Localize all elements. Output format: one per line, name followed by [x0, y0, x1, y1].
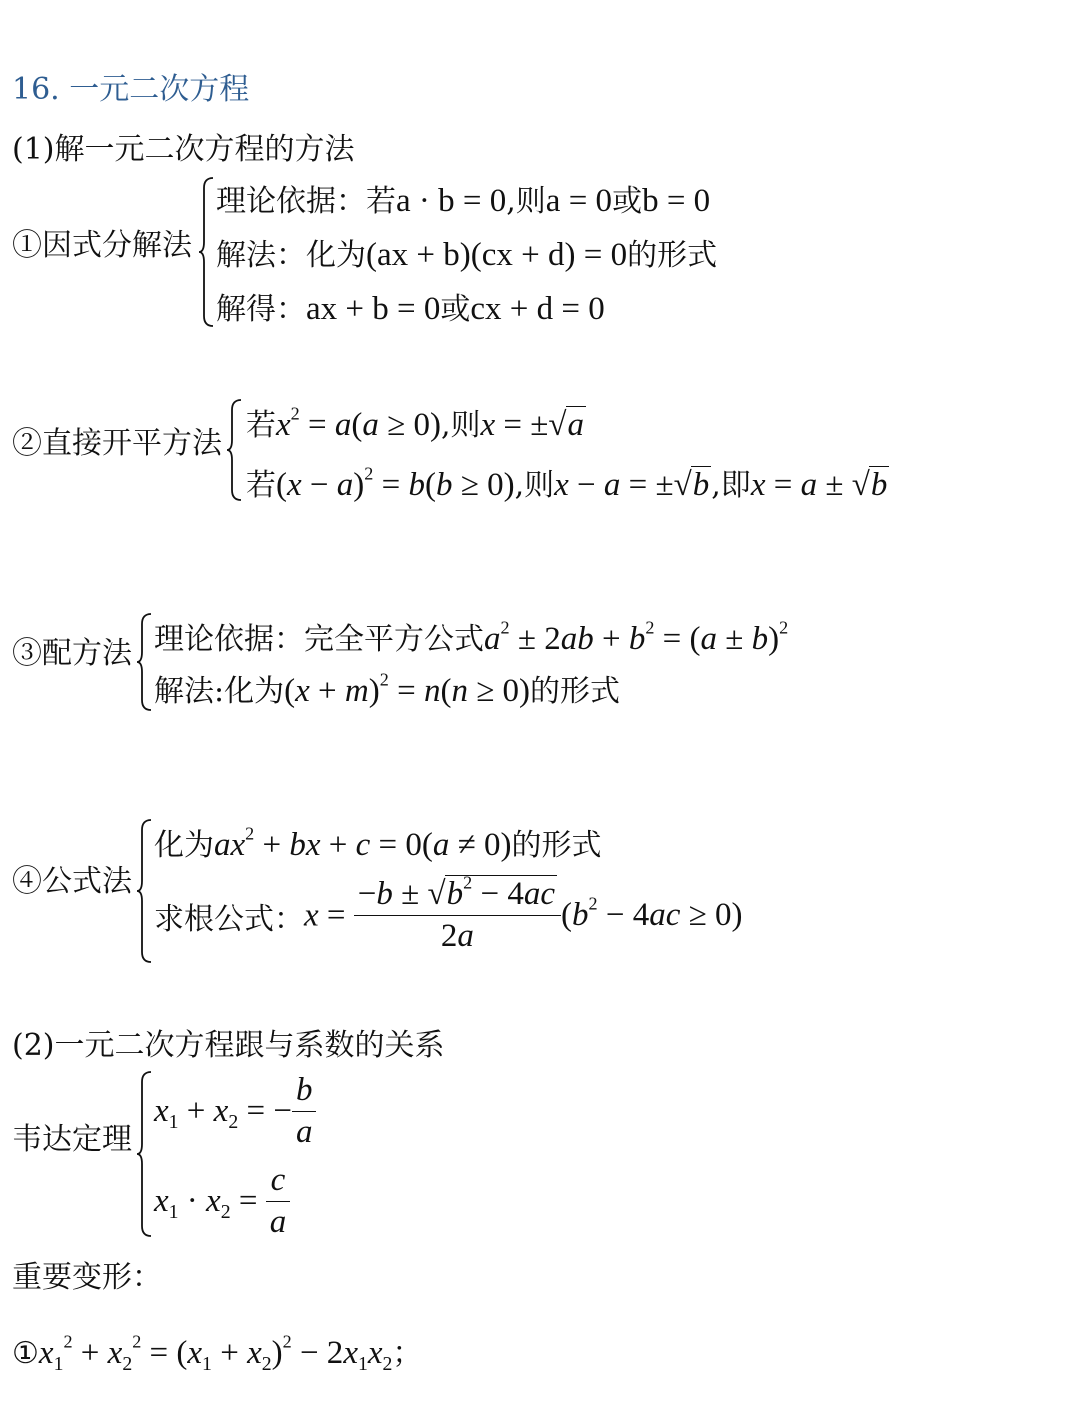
factoring-label: ①因式分解法: [12, 228, 192, 263]
vieta-label: 韦达定理: [12, 1122, 132, 1157]
left-brace-icon: [226, 398, 242, 502]
factoring-line-result: 解得：ax + b = 0或cx + d = 0: [216, 291, 605, 327]
left-brace-icon: [136, 818, 152, 964]
square-root-line-1: 若$x^2 = a(a \ge 0)$,则x = ±√a: [246, 403, 585, 443]
page-title: 16. 一元二次方程: [12, 72, 250, 107]
formula-line-standard-form: 化为$ax^2$ + bx + c = 0(a ≠ 0)的形式: [154, 823, 602, 863]
completing-square-line-method: 解法:化为$(x + m)^2 = n(n \ge 0)$的形式: [154, 669, 621, 709]
vieta-product: $x_1 \cdot x_2$ = $\frac{c}{a}$: [154, 1160, 290, 1244]
left-brace-icon: [198, 176, 214, 328]
factoring-line-theory: 理论依据：若a · b = 0,则a = 0或b = 0: [216, 183, 711, 219]
math-ab-eq-0: a · b = 0: [396, 183, 507, 219]
square-root-label: ②直接开平方法: [12, 426, 222, 461]
transformation-item-1: $①x_1^2 + x_2^2 = (x_1 + x_2)^2 - 2x_1x_2$；: [12, 1331, 423, 1375]
completing-square-line-theory: 理论依据：完全平方公式$a^2 \pm 2ab + b^2 = (a \pm b)^2$: [154, 617, 789, 657]
section-heading-vieta: (2)一元二次方程跟与系数的关系: [12, 1028, 445, 1063]
quadratic-formula-fraction: $\frac{-b \pm √b^2 - 4ac}{2a}$: [354, 874, 561, 958]
left-brace-icon: [136, 612, 152, 712]
square-root-line-2: 若$(x - a)^2 = b(b \ge 0)$,则x − a = ±√b,即x = a ± √b: [246, 463, 888, 503]
completing-square-label: ③配方法: [12, 636, 132, 671]
left-brace-icon: [136, 1070, 152, 1238]
math-factored-form: (ax + b)(cx + d) = 0: [366, 237, 628, 273]
important-transformations-label: 重要变形：: [12, 1260, 162, 1295]
factoring-line-method: 解法：化为(ax + b)(cx + d) = 0的形式: [216, 237, 718, 273]
section-heading-methods: (1)解一元二次方程的方法: [12, 132, 355, 167]
vieta-sum: $x_1 + x_2$ = − $\frac{b}{a}$: [154, 1070, 316, 1154]
formula-label: ④公式法: [12, 864, 132, 899]
formula-line-root-formula: 求根公式：x = $\frac{-b \pm √b^2 - 4ac}{2a}$ $(b^2 - 4ac \ge 0)$: [154, 874, 742, 958]
